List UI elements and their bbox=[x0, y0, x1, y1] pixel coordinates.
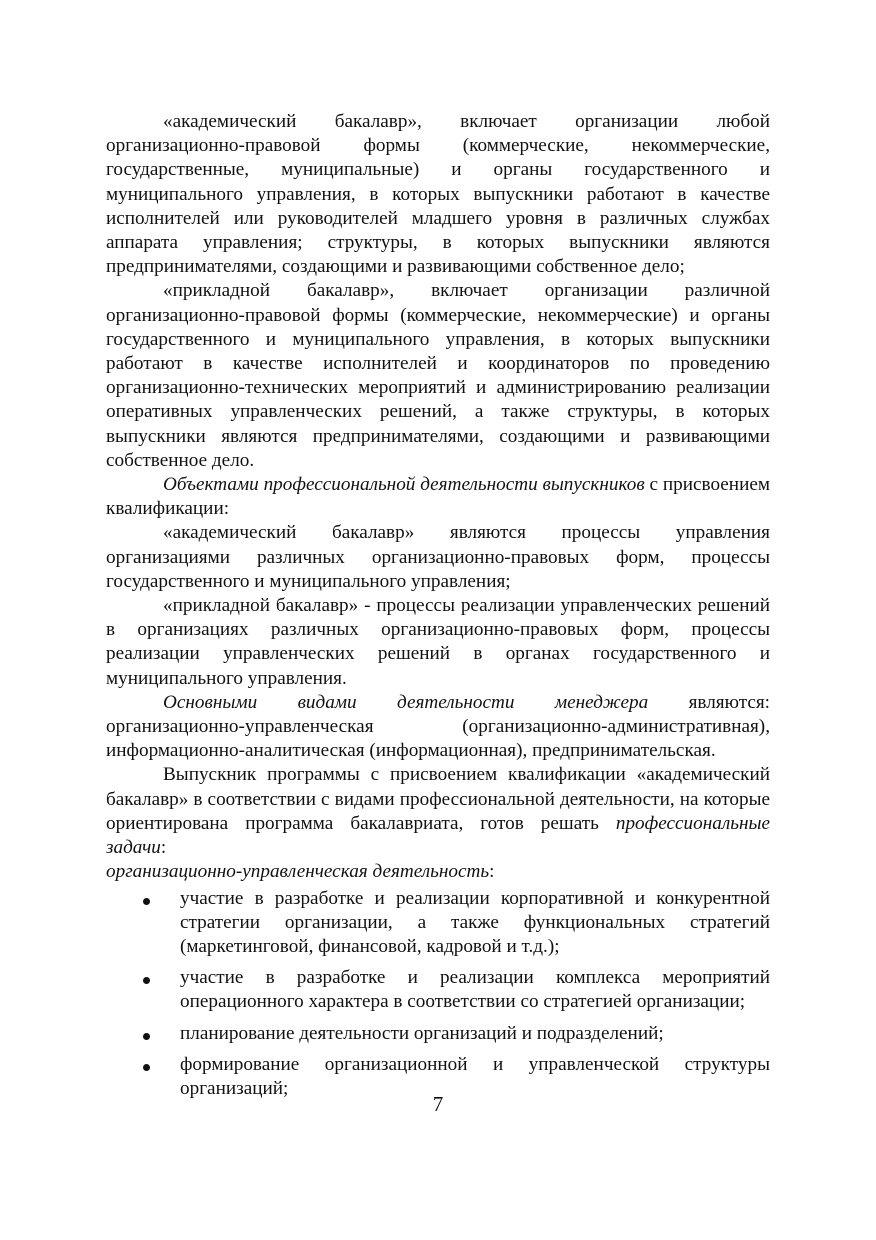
list-item bbox=[180, 1022, 770, 1046]
graduate-tasks-colon: : bbox=[160, 837, 167, 859]
paragraph-graduate-tasks bbox=[106, 763, 770, 860]
bullet-icon bbox=[143, 977, 150, 984]
paragraph-main-activity-types bbox=[106, 691, 770, 764]
list-item-text: формирование организационной и управленческой структуры организаций; bbox=[180, 1053, 770, 1099]
graduate-tasks-term: профессиональные задачи bbox=[106, 812, 770, 859]
paragraph-academic-bachelor-organizations: «академический бакалавр», включает организации любой организационно-правовой формы (коммерческие, некоммерческие, государственные, муниципальные) и органы государственного и муниципального управления, в которых выпускники работают в качестве исполнителей или руководителей младшего уровня в различных службах аппарата управления; структуры, в которых выпускники являются предпринимателями, создающими и развивающими собственное дело; bbox=[106, 111, 770, 278]
bullet-icon bbox=[143, 1064, 150, 1071]
bullet-icon bbox=[143, 898, 150, 905]
list-item-text: участие в разработке и реализации корпоративной и конкурентной стратегии организации, а также функциональных стратегий (маркетинговой, финансовой, кадровой и т.д.); bbox=[180, 887, 770, 957]
paragraph-objects-of-activity bbox=[106, 473, 770, 521]
section-heading-colon: : bbox=[489, 861, 495, 883]
task-bullet-list bbox=[106, 887, 770, 1102]
main-activity-types-text: являются: организационно-управленческая (организационно-административная), информационно-аналитическая (информационная), предпринимательская. bbox=[106, 691, 771, 762]
section-heading-organizational-management bbox=[106, 860, 770, 884]
paragraph-academic-bachelor-processes: «академический бакалавр» являются процессы управления организациями различных организационно-правовых форм, процессы государственного и муниципального управления; bbox=[106, 522, 770, 592]
paragraph-applied-bachelor-organizations: «прикладной бакалавр», включает организации различной организационно-правовой формы (коммерческие, некоммерческие) и органы государственного и муниципального управления, в которых выпускники работают в качестве исполнителей и координаторов по проведению организационно-технических мероприятий и администрированию реализации оперативных управленческих решений, а также структуры, в которых выпускники являются предпринимателями, создающими и развивающими собственное дело. bbox=[106, 280, 770, 471]
main-activity-types-term: Основными видами деятельности менеджера bbox=[163, 691, 649, 713]
objects-of-activity-text: с присвоением квалификации: bbox=[106, 474, 770, 520]
page-body bbox=[106, 110, 770, 1108]
page-number: 7 bbox=[432, 1092, 444, 1116]
list-item bbox=[180, 966, 770, 1014]
section-heading-term: организационно-управленческая деятельность bbox=[106, 861, 490, 883]
list-item-text: планирование деятельности организаций и подразделений; bbox=[180, 1022, 664, 1044]
objects-of-activity-term: Объектами профессиональной деятельности выпускников bbox=[163, 474, 645, 496]
list-item bbox=[180, 887, 770, 960]
paragraph-applied-bachelor-processes: «прикладной бакалавр» - процессы реализации управленческих решений в организациях различных организационно-правовых форм, процессы реализации управленческих решений в органах государственного и муниципального управления. bbox=[106, 595, 770, 689]
list-item-text: участие в разработке и реализации комплекса мероприятий операционного характера в соответствии со стратегией организации; bbox=[180, 967, 770, 1013]
bullet-icon bbox=[143, 1033, 150, 1040]
graduate-tasks-text: Выпускник программы с присвоением квалификации «академический бакалавр» в соответствии с видами профессиональной деятельности, на которые ориентирована программа бакалавриата, готов решать bbox=[106, 764, 770, 834]
